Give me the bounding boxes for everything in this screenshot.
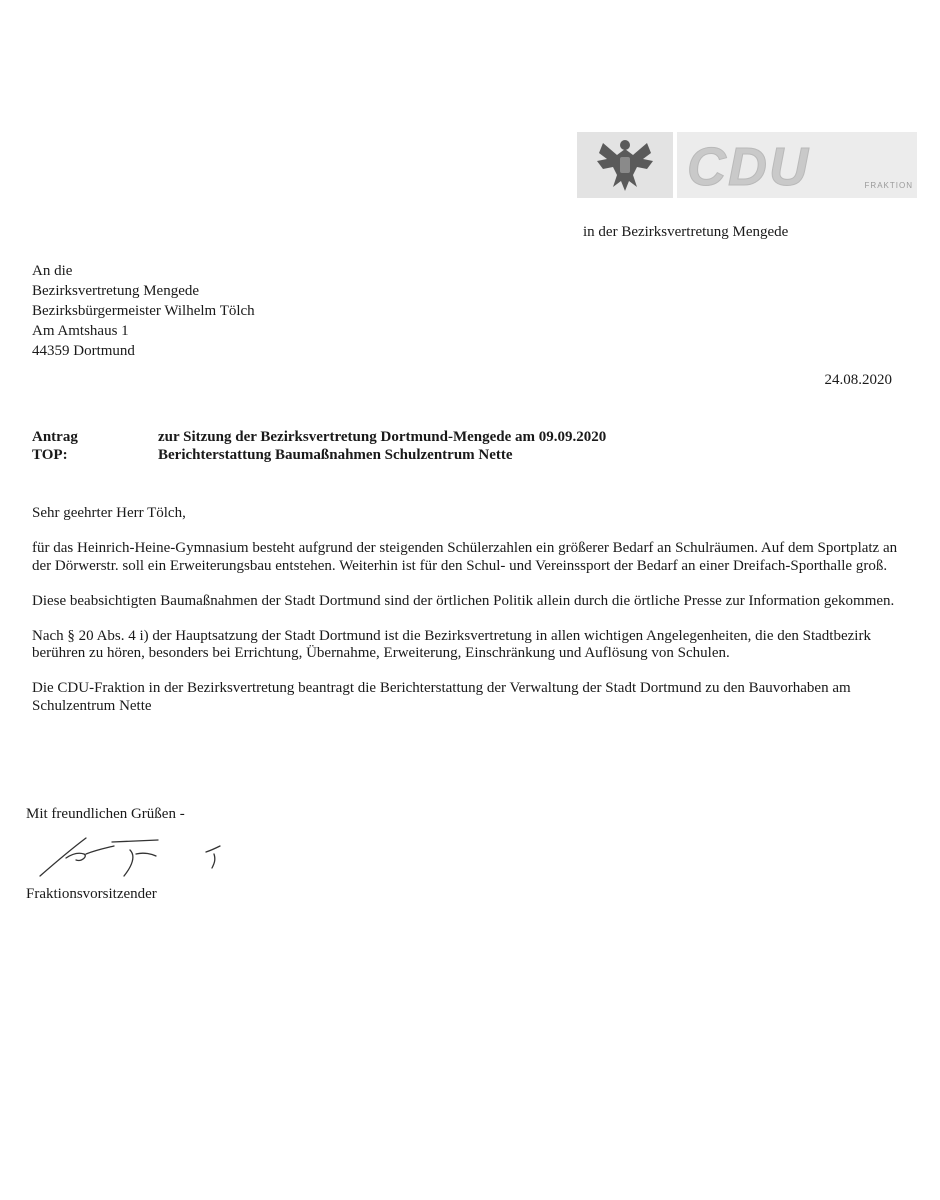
subject-key: TOP: (32, 447, 68, 463)
body-paragraph: Diese beabsichtigten Baumaßnahmen der Stadt Dortmund sind der örtlichen Politik allein durch die örtliche Presse zur Information gekommen. (32, 592, 895, 609)
recipient-address (32, 261, 255, 361)
subject-row (32, 428, 606, 446)
faction-line: in der Bezirksvertretung Mengede (583, 224, 789, 240)
logo-brand-box (677, 132, 917, 198)
cdu-logo (577, 132, 917, 198)
subject-value: zur Sitzung der Bezirksvertretung Dortmund-Mengede am 09.09.2020 (158, 429, 607, 445)
body-paragraph: Nach § 20 Abs. 4 i) der Hauptsatzung der Stadt Dortmund ist die Bezirksvertretung in allen wichtigen Angelegenheiten, die den Stadtbezirk berühren zu hören, besonders bei Errichtung, Übernahme, Erweiterung, Einschränkung und Auflösung von Schulen. (32, 627, 871, 661)
subject-key: Antrag (32, 429, 78, 445)
salutation: Sehr geehrter Herr Tölch, (32, 505, 186, 521)
address-line: Am Amtshaus 1 (32, 323, 129, 339)
address-line: Bezirksvertretung Mengede (32, 283, 200, 299)
address-line: 44359 Dortmund (32, 343, 135, 359)
logo-brand-text: CDU (687, 137, 810, 197)
logo-subtitle: FRAKTION (864, 181, 913, 190)
closing: Mit freundlichen Grüßen - (26, 806, 185, 822)
letter-body (32, 505, 904, 733)
eagle-crest-icon (577, 132, 673, 198)
letter-date: 24.08.2020 (824, 372, 892, 388)
body-paragraph: Die CDU-Fraktion in der Bezirksvertretung beantragt die Berichterstattung der Verwaltung der Stadt Dortmund zu den Bauvorhaben am Schulzentrum Nette (32, 680, 851, 714)
handwritten-signature (26, 832, 256, 884)
subject-row (32, 446, 606, 464)
address-line: An die (32, 263, 73, 279)
address-line: Bezirksbürgermeister Wilhelm Tölch (32, 303, 255, 319)
body-paragraph: für das Heinrich-Heine-Gymnasium besteht aufgrund der steigenden Schülerzahlen ein größerer Bedarf an Schulräumen. Auf dem Sportplatz an der Dörwerstr. soll ein Erweiterungsbau entstehen. Weiterhin ist für den Schul- und Vereinssport der Bedarf an einer Dreifach-Sporthalle groß. (32, 540, 898, 574)
signer-role: Fraktionsvorsitzender (26, 886, 157, 902)
subject-value: Berichterstattung Baumaßnahmen Schulzentrum Nette (158, 447, 513, 463)
subject-block (32, 428, 606, 464)
